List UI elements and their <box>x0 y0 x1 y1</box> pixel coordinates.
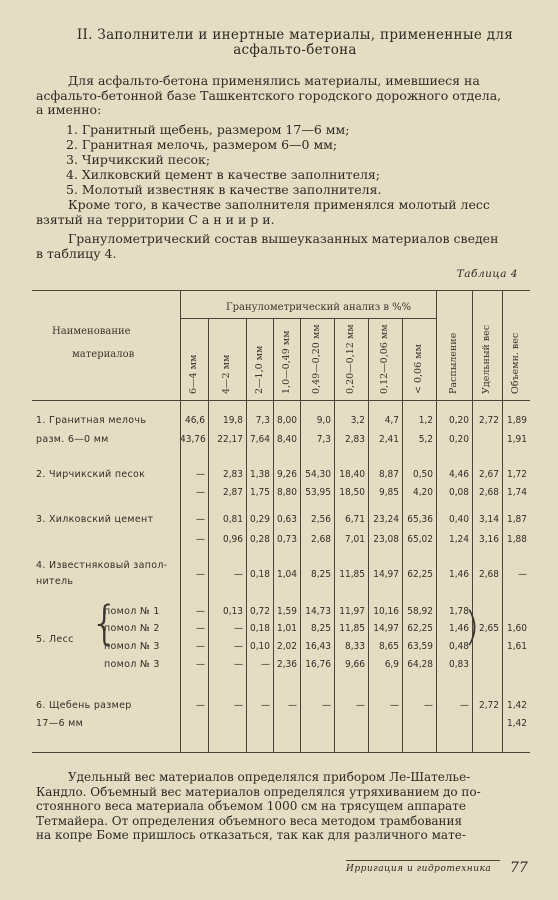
heading-line: II. Заполнители и инертные материалы, примененные для <box>76 27 514 43</box>
row-label: 1. Гранитная мелочь <box>36 415 147 426</box>
table-cell: — <box>234 569 243 580</box>
table-cell: 54,30 <box>305 469 331 480</box>
table-caption: Таблица 4 <box>456 268 518 280</box>
table-cell: 0,83 <box>448 659 469 670</box>
column-header: 6—4 мм <box>188 354 199 394</box>
table-cell: 2,67 <box>478 469 499 480</box>
table-cell: 64,28 <box>407 659 433 670</box>
row-label: 6. Щебень размер <box>36 700 132 711</box>
table-cell: 1,04 <box>276 569 297 580</box>
text-line: а именно: <box>36 103 102 117</box>
table-cell: 14,97 <box>373 623 399 634</box>
table-cell: 11,85 <box>339 569 365 580</box>
name-column-header: материалов <box>72 349 135 360</box>
list-item: 2. Гранитная мелочь, размером 6—0 мм; <box>66 137 338 152</box>
table-cell: 0,18 <box>249 569 270 580</box>
table-cell: 5,2 <box>418 434 433 445</box>
column-header: < 0,06 мм <box>413 344 424 394</box>
heading-line: асфальто-бетона <box>233 42 357 58</box>
table-cell: — <box>261 700 270 711</box>
table-cell: 23,24 <box>373 514 399 525</box>
table-cell: 1,88 <box>506 534 527 545</box>
table-cell: 2,41 <box>378 434 399 445</box>
table-cell: 9,26 <box>276 469 297 480</box>
table-cell: 9,85 <box>378 487 399 498</box>
table-cell: 3,14 <box>478 514 499 525</box>
table-cell: 2,65 <box>478 623 499 634</box>
text-line: Кроме того, в качестве заполнителя применялся молотый лесс <box>68 198 490 212</box>
table-cell: 63,59 <box>407 641 433 652</box>
brace-bracket: ) <box>464 604 480 650</box>
column-header: 1,0—0,49 мм <box>280 330 292 394</box>
column-header: 0,49—0,20 мм <box>311 324 322 394</box>
row-label: 2. Чирчикский песок <box>36 469 146 480</box>
table-cell: — <box>322 700 331 711</box>
row-sublabel: помол № 2 <box>104 623 160 634</box>
table-cell: 0,72 <box>249 606 270 617</box>
table-cell: 1,60 <box>506 623 527 634</box>
column-header: 2—1,0 мм <box>253 345 265 394</box>
table-bottom-rule <box>32 752 530 753</box>
table-cell: 1,91 <box>506 434 527 445</box>
table-cell: 3,16 <box>478 534 499 545</box>
row-label: 4. Известняковый запол- <box>36 560 168 571</box>
list-item: 1. Гранитный щебень, размером 17—6 мм; <box>66 122 350 137</box>
text-line: в таблицу 4. <box>36 246 117 261</box>
row-sublabel: помол № 1 <box>104 606 160 617</box>
table-cell: 2,68 <box>310 534 331 545</box>
table-cell: 23,08 <box>373 534 399 545</box>
text-line: Для асфальто-бетона применялись материалы, имевшиеся на <box>68 74 480 88</box>
table-cell: — <box>196 514 205 525</box>
table-cell: 1,01 <box>276 623 297 634</box>
table-cell: 7,64 <box>249 434 270 445</box>
table-cell: — <box>196 487 205 498</box>
table-cell: 2,68 <box>478 569 499 580</box>
table-cell: — <box>356 700 365 711</box>
table-cell: 2,68 <box>478 487 499 498</box>
text-line: на копре Боме пришлось отказаться, так как для различного мате- <box>36 828 466 842</box>
table-cell: 2,83 <box>344 434 365 445</box>
footer-rule <box>346 860 500 861</box>
table-cell: 0,73 <box>276 534 297 545</box>
brace-bracket: { <box>90 596 120 650</box>
table-cell: 16,43 <box>305 641 331 652</box>
name-column-header: Наименование <box>52 326 131 337</box>
table-cell: — <box>196 700 205 711</box>
table-cell: 2,72 <box>478 700 499 711</box>
table-cell: 11,97 <box>339 606 365 617</box>
table-cell: 43,76 <box>180 434 206 445</box>
table-cell: 2,56 <box>310 514 331 525</box>
table-cell: 18,50 <box>339 487 365 498</box>
table-cell: 1,89 <box>506 415 527 426</box>
table-cell: 22,17 <box>217 434 243 445</box>
table-cell: — <box>196 469 205 480</box>
table-cell: 0,18 <box>249 623 270 634</box>
table-cell: 9,0 <box>316 415 331 426</box>
row-sublabel: помол № 3 <box>104 659 160 670</box>
table-cell: 8,25 <box>310 623 331 634</box>
table-cell: 4,7 <box>384 415 399 426</box>
table-cell: 16,76 <box>305 659 331 670</box>
row-label: нитель <box>36 576 74 587</box>
row-sublabel: помол № 3 <box>104 641 160 652</box>
table-cell: 0,20 <box>448 434 469 445</box>
text-line: Гранулометрический состав вышеуказанных материалов сведен <box>68 232 499 246</box>
table-cell: 0,40 <box>448 514 469 525</box>
table-cell: 2,83 <box>222 469 243 480</box>
table-cell: 14,97 <box>373 569 399 580</box>
table-cell: 1,42 <box>506 700 527 711</box>
table-top-rule <box>32 290 530 291</box>
table-cell: — <box>234 641 243 652</box>
table-cell: 1,2 <box>418 415 433 426</box>
table-cell: 0,13 <box>222 606 243 617</box>
table-cell: — <box>424 700 433 711</box>
table-cell: 65,02 <box>407 534 433 545</box>
table-cell: — <box>234 700 243 711</box>
list-item: 3. Чирчикский песок; <box>66 152 211 167</box>
table-cell: 53,95 <box>305 487 331 498</box>
table-cell: 0,10 <box>249 641 270 652</box>
table-cell: 8,40 <box>276 434 297 445</box>
text-line: асфальто-бетонной базе Ташкентского городского дорожного отдела, <box>36 88 502 103</box>
running-footer: Ирригация и гидротехника <box>346 864 492 874</box>
table-cell: 0,81 <box>222 514 243 525</box>
table-cell: 1,87 <box>506 514 527 525</box>
table-cell: 7,3 <box>316 434 331 445</box>
list-item: 5. Молотый известняк в качестве заполнителя. <box>66 182 382 197</box>
table-cell: — <box>196 534 205 545</box>
page-number: 77 <box>510 860 528 876</box>
table-cell: 8,25 <box>310 569 331 580</box>
table-cell: 8,65 <box>378 641 399 652</box>
row-label: разм. 6—0 мм <box>36 434 109 445</box>
table-cell: 9,66 <box>344 659 365 670</box>
table-cell: 3,2 <box>350 415 365 426</box>
table-cell: 8,00 <box>276 415 297 426</box>
group-header: Гранулометрический анализ в %% <box>226 302 412 313</box>
table-cell: 6,71 <box>344 514 365 525</box>
column-header: Распыление <box>448 332 459 394</box>
table-cell: 0,50 <box>412 469 433 480</box>
row-label: 17—6 мм <box>36 718 84 729</box>
table-cell: — <box>196 569 205 580</box>
table-cell: 1,38 <box>249 469 270 480</box>
table-cell: 18,40 <box>339 469 365 480</box>
column-header: Объемн. вес <box>510 332 521 394</box>
table-cell: 2,36 <box>276 659 297 670</box>
list-item: 4. Хилковский цемент в качестве заполнителя; <box>66 167 381 182</box>
table-cell: 1,78 <box>448 606 469 617</box>
column-header: 4—2 мм <box>221 354 232 394</box>
table-cell: 0,63 <box>276 514 297 525</box>
table-cell: 1,72 <box>506 469 527 480</box>
table-cell: 4,20 <box>412 487 433 498</box>
table-cell: 0,48 <box>448 641 469 652</box>
table-cell: 1,61 <box>506 641 527 652</box>
table-cell: 1,59 <box>276 606 297 617</box>
table-cell: 8,80 <box>276 487 297 498</box>
table-cell: 11,85 <box>339 623 365 634</box>
table-cell: 6,9 <box>384 659 399 670</box>
table-cell: 62,25 <box>407 623 433 634</box>
table-cell: — <box>234 659 243 670</box>
table-cell: 7,01 <box>344 534 365 545</box>
table-cell: — <box>261 659 270 670</box>
table-cell: 1,74 <box>506 487 527 498</box>
table-cell: 1,42 <box>506 718 527 729</box>
table-cell: 2,87 <box>222 487 243 498</box>
table-cell: 19,8 <box>222 415 243 426</box>
table-cell: 0,29 <box>249 514 270 525</box>
text-line: Тетмайера. От определения объемного веса методом трамбования <box>36 813 463 828</box>
table-cell: 4,46 <box>448 469 469 480</box>
table-cell: 2,72 <box>478 415 499 426</box>
table-cell: 8,33 <box>344 641 365 652</box>
table-cell: 1,46 <box>448 569 469 580</box>
group-header-rule <box>180 318 436 319</box>
bottom-paragraph <box>36 770 530 843</box>
table-cell: 10,16 <box>373 606 399 617</box>
table-cell: — <box>390 700 399 711</box>
table-cell: — <box>234 623 243 634</box>
column-header: 0,20—0,12 мм <box>345 324 356 394</box>
table-cell: — <box>518 569 527 580</box>
table-cell: 1,24 <box>448 534 469 545</box>
table-cell: — <box>288 700 297 711</box>
text-line: стоянного веса материала объемом 1000 см на трясущем аппарате <box>36 799 466 813</box>
table-cell: 2,02 <box>276 641 297 652</box>
row-label: 3. Хилковский цемент <box>36 514 154 525</box>
row-label: 5. Лесс <box>36 634 74 645</box>
table-cell: 62,25 <box>407 569 433 580</box>
table-cell: 0,08 <box>448 487 469 498</box>
table-cell: 7,3 <box>255 415 270 426</box>
table-cell: 1,75 <box>249 487 270 498</box>
table-cell: — <box>460 700 469 711</box>
table-cell: — <box>196 641 205 652</box>
text-line: Кандло. Объемный вес материалов определялся утряхиванием до по- <box>36 784 481 799</box>
table-cell: 0,96 <box>222 534 243 545</box>
header-bottom-rule <box>32 400 530 401</box>
table-cell: 58,92 <box>407 606 433 617</box>
table-cell: 1,46 <box>448 623 469 634</box>
table-cell: 8,87 <box>378 469 399 480</box>
column-header: 0,12—0,06 мм <box>379 324 390 394</box>
table-cell: 0,20 <box>448 415 469 426</box>
text-line: Удельный вес материалов определялся прибором Ле-Шателье- <box>68 770 471 784</box>
column-header: Удельный вес <box>481 324 492 394</box>
table-cell: 14,73 <box>305 606 331 617</box>
text-line: взятый на территории С а н и и р и. <box>36 212 275 227</box>
table-cell: 0,28 <box>249 534 270 545</box>
table-cell: — <box>196 659 205 670</box>
table-cell: 65,36 <box>407 514 433 525</box>
table-cell: — <box>196 606 205 617</box>
table-cell: 46,6 <box>184 415 205 426</box>
table-cell: — <box>196 623 205 634</box>
